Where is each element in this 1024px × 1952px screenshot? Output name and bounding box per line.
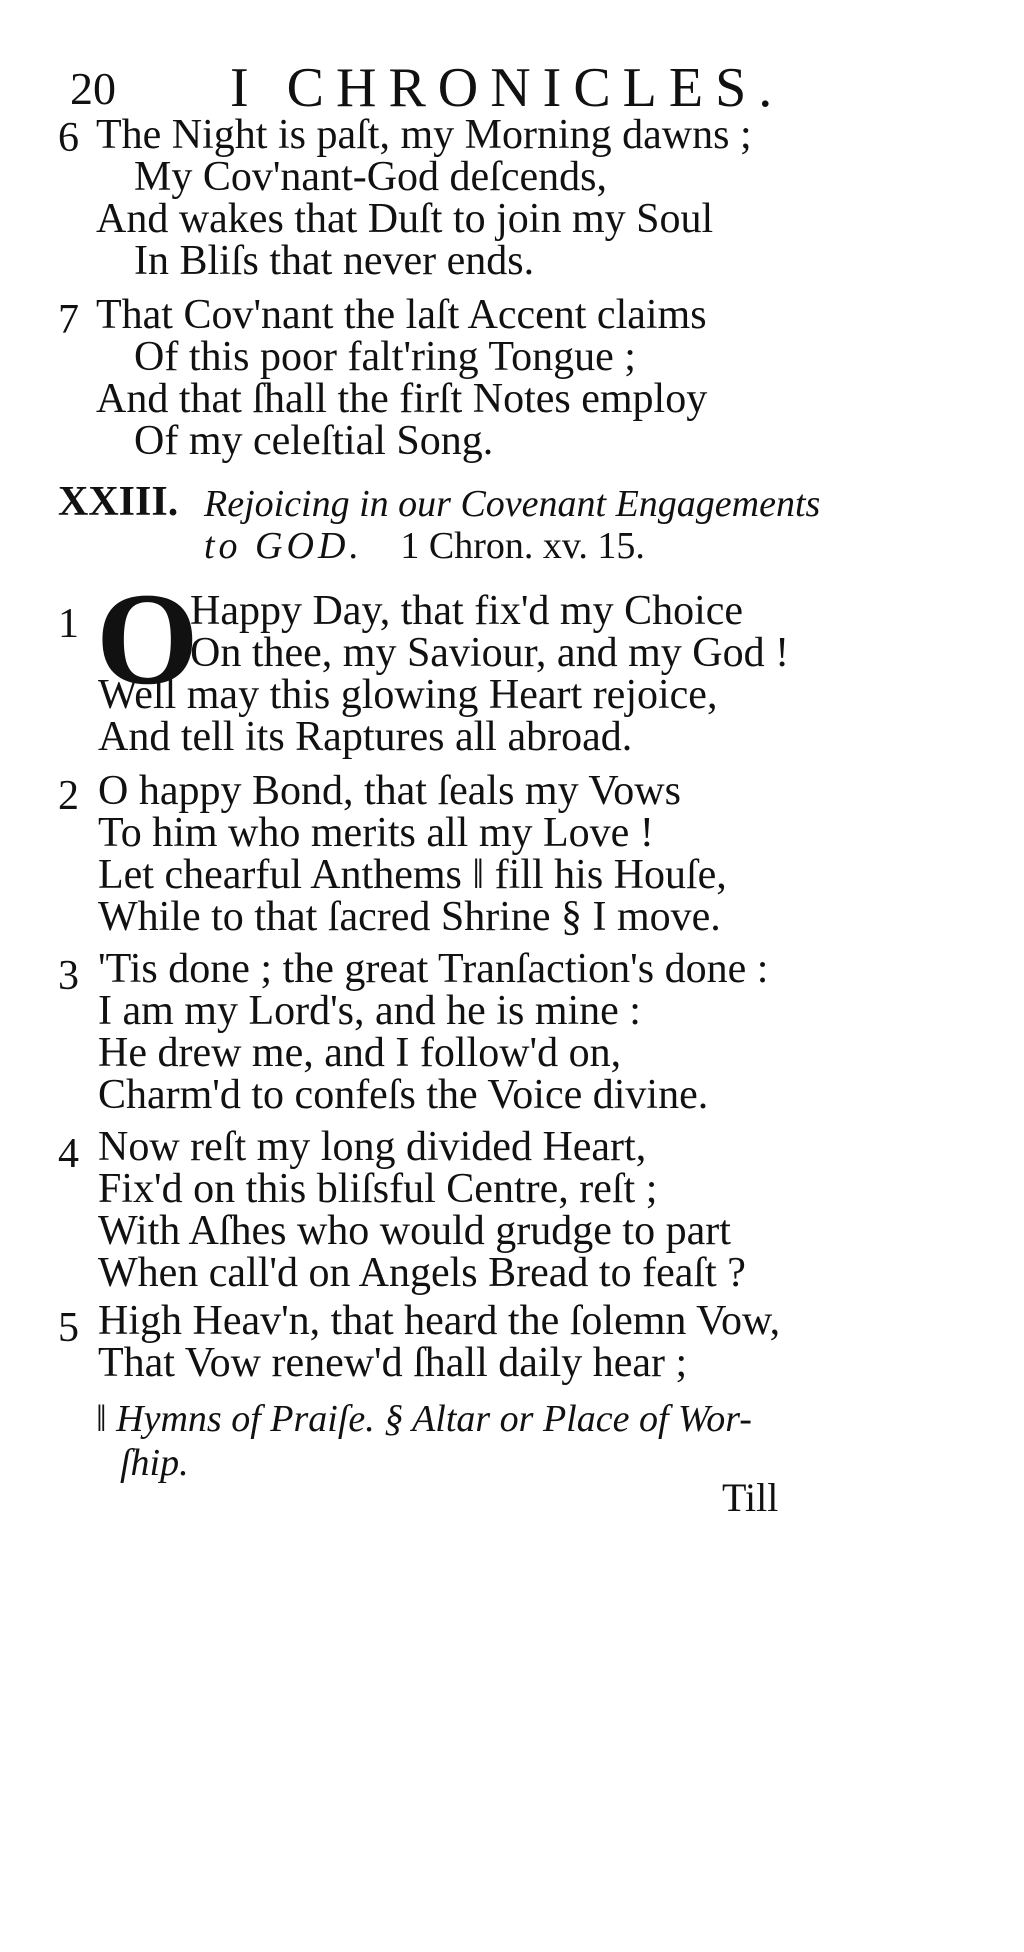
stanza-2-line-3: Let chearful Anthems ‖ fill his Houſe, xyxy=(98,852,727,898)
stanza-5-line-2: That Vow renew'd ſhall daily hear ; xyxy=(98,1340,688,1386)
stanza-1-line-2: On thee, my Saviour, and my God ! xyxy=(190,630,790,676)
stanza-3-line-4: Charm'd to confeſs the Voice divine. xyxy=(98,1072,709,1118)
verse-6-line-3: And wakes that Duſt to join my Soul xyxy=(96,196,714,242)
stanza-number-2: 2 xyxy=(58,773,79,819)
stanza-1-line-3: Well may this glowing Heart rejoice, xyxy=(98,672,718,718)
verse-7-line-2: Of this poor falt'ring Tongue ; xyxy=(134,334,636,380)
running-title: I CHRONICLES. xyxy=(230,57,785,119)
stanza-4-line-2: Fix'd on this bliſsful Centre, reſt ; xyxy=(98,1166,658,1212)
verse-number-6: 6 xyxy=(58,115,79,161)
verse-6-line-2: My Cov'nant-God deſcends, xyxy=(134,154,607,200)
page-number: 20 xyxy=(70,63,116,114)
verse-6-line-1: The Night is paſt, my Morning dawns ; xyxy=(96,112,752,158)
stanza-3-line-3: He drew me, and I follow'd on, xyxy=(98,1030,622,1076)
verse-7-line-3: And that ſhall the firſt Notes employ xyxy=(96,376,708,422)
stanza-1-line-4: And tell its Raptures all abroad. xyxy=(98,714,633,760)
stanza-number-5: 5 xyxy=(58,1305,79,1351)
stanza-3-line-1: 'Tis done ; the great Tranſaction's done : xyxy=(98,946,769,992)
stanza-1-line-1: Happy Day, that fix'd my Choice xyxy=(190,588,744,634)
stanza-4-line-4: When call'd on Angels Bread to feaſt ? xyxy=(98,1250,746,1296)
stanza-number-4: 4 xyxy=(58,1131,79,1177)
verse-6-line-4: In Bliſs that never ends. xyxy=(134,238,535,284)
stanza-3-line-2: I am my Lord's, and he is mine : xyxy=(98,988,641,1034)
hymn-title-line-1: Rejoicing in our Covenant Engagements xyxy=(204,483,821,525)
catchword: Till xyxy=(722,1475,779,1520)
stanza-4-line-3: With Aſhes who would grudge to part xyxy=(98,1208,731,1254)
footnote-line-1: ‖ Hymns of Praiſe. § Altar or Place of Wor- xyxy=(96,1398,752,1440)
hymn-title-line-2 xyxy=(204,522,645,570)
verse-number-7: 7 xyxy=(58,297,79,343)
stanza-2-line-2: To him who merits all my Love ! xyxy=(98,810,654,856)
stanza-number-3: 3 xyxy=(58,953,79,999)
drop-cap: O xyxy=(96,565,199,712)
scripture-reference: 1 Chron. xv. 15. xyxy=(400,525,645,567)
hymn-number: XXIII. xyxy=(58,479,179,525)
stanza-5-line-1: High Heav'n, that heard the ſolemn Vow, xyxy=(98,1298,781,1344)
footnote-line-2: ſhip. xyxy=(120,1442,189,1484)
verse-7-line-4: Of my celeſtial Song. xyxy=(134,418,494,464)
stanza-2-line-4: While to that ſacred Shrine § I move. xyxy=(98,894,721,940)
stanza-number-1: 1 xyxy=(58,601,79,647)
hymn-title-dedication: to GOD. xyxy=(204,525,363,567)
stanza-4-line-1: Now reſt my long divided Heart, xyxy=(98,1124,647,1170)
verse-7-line-1: That Cov'nant the laſt Accent claims xyxy=(96,292,707,338)
stanza-2-line-1: O happy Bond, that ſeals my Vows xyxy=(98,768,681,814)
